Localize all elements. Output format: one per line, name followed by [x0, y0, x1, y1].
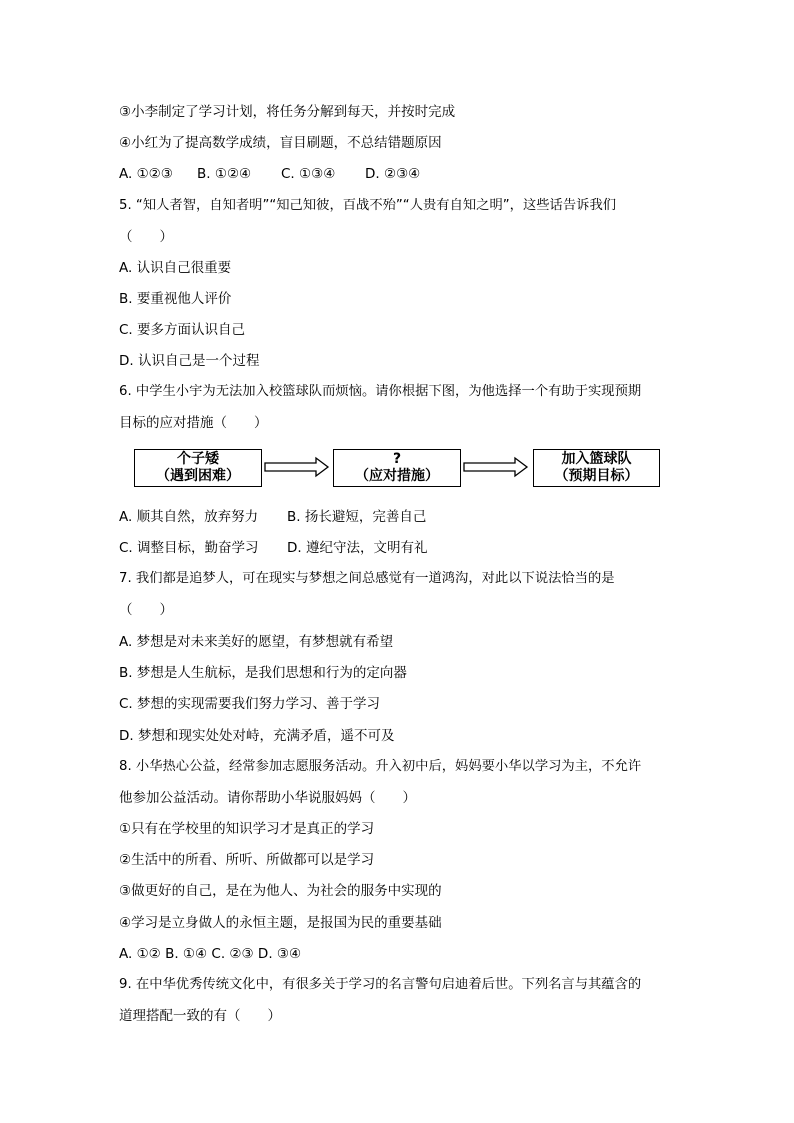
flow-arrow-2 [463, 456, 529, 478]
flow-box-difficulty [134, 449, 262, 487]
q6-stem-line1: 6. 中学生小宇为无法加入校篮球队而烦恼。请你根据下图，为他选择一个有助于实现预期 [119, 384, 642, 399]
flow-box-goal [533, 449, 660, 487]
flow-box-measure-subtitle: （应对措施） [355, 468, 439, 484]
q9-stem-line1: 9. 在中华优秀传统文化中，有很多关于学习的名言警句启迪着后世。下列名言与其蕴含的 [119, 977, 642, 992]
q7-paren: （ ） [119, 602, 173, 618]
q6-options-row1 [119, 507, 426, 527]
q8-item-2: ②生活中的所看、所听、所做都可以是学习 [119, 852, 375, 868]
flow-box-goal-subtitle: （预期目标） [554, 468, 639, 484]
q8-item-1: ①只有在学校里的知识学习才是真正的学习 [119, 821, 375, 837]
q4-item-4: ④小红为了提高数学成绩，盲目刷题，不总结错题原因 [119, 135, 442, 151]
q7-option-d: D. 梦想和现实处处对峙，充满矛盾，遥不可及 [119, 728, 395, 744]
q6-stem-line2: 目标的应对措施（ ） [119, 415, 268, 431]
q6-option-a: A. 顺其自然，放弃努力 [119, 509, 259, 525]
q8-item-3: ③做更好的自己，是在为他人、为社会的服务中实现的 [119, 883, 442, 899]
q5-option-c: C. 要多方面认识自己 [119, 322, 246, 338]
flow-box-measure-title: ? [392, 451, 402, 467]
q9-stem-line2: 道理搭配一致的有（ ） [119, 1008, 281, 1024]
q7-option-c: C. 梦想的实现需要我们努力学习、善于学习 [119, 696, 381, 712]
q7-stem: 7. 我们都是追梦人，可在现实与梦想之间总感觉有一道鸿沟，对此以下说法恰当的是 [119, 571, 615, 586]
q4-option-c: C. ①③④ [281, 166, 336, 182]
flow-box-measure [333, 449, 461, 487]
q8-stem-line1: 8. 小华热心公益，经常参加志愿服务活动。升入初中后，妈妈要小华以学习为主，不允许 [119, 759, 642, 774]
q4-options [119, 164, 420, 184]
q5-option-b: B. 要重视他人评价 [119, 291, 232, 307]
q6-options-row2 [119, 538, 427, 558]
q8-item-4: ④学习是立身做人的永恒主题，是报国为民的重要基础 [119, 915, 442, 931]
q7-option-b: B. 梦想是人生航标，是我们思想和行为的定向器 [119, 665, 407, 681]
q7-option-a: A. 梦想是对未来美好的愿望，有梦想就有希望 [119, 634, 394, 650]
flow-box-difficulty-title: 个子矮 [177, 451, 219, 467]
q4-option-d: D. ②③④ [365, 166, 421, 182]
q4-item-3: ③小李制定了学习计划，将任务分解到每天，并按时完成 [119, 104, 456, 120]
q4-option-b: B. ①②④ [197, 166, 252, 182]
q8-stem-line2: 他参加公益活动。请你帮助小华说服妈妈（ ） [119, 790, 416, 806]
q6-option-b: B. 扬长避短，完善自己 [287, 509, 427, 525]
q4-option-a: A. ①②③ [119, 166, 173, 182]
q6-option-c: C. 调整目标，勤奋学习 [119, 540, 259, 556]
q5-option-a: A. 认识自己很重要 [119, 260, 232, 276]
flow-box-difficulty-subtitle: （遇到困难） [156, 468, 240, 484]
q8-options: A. ①② B. ①④ C. ②③ D. ③④ [119, 946, 302, 962]
flow-arrow-1 [264, 456, 330, 478]
q5-option-d: D. 认识自己是一个过程 [119, 353, 260, 369]
q5-paren: （ ） [119, 229, 173, 245]
q6-option-d: D. 遵纪守法，文明有礼 [287, 540, 428, 556]
flow-box-goal-title: 加入篮球队 [561, 451, 632, 467]
q5-stem: 5. “知人者智，自知者明”“知己知彼，百战不殆”“人贵有自知之明”，这些话告诉我们 [119, 198, 617, 213]
